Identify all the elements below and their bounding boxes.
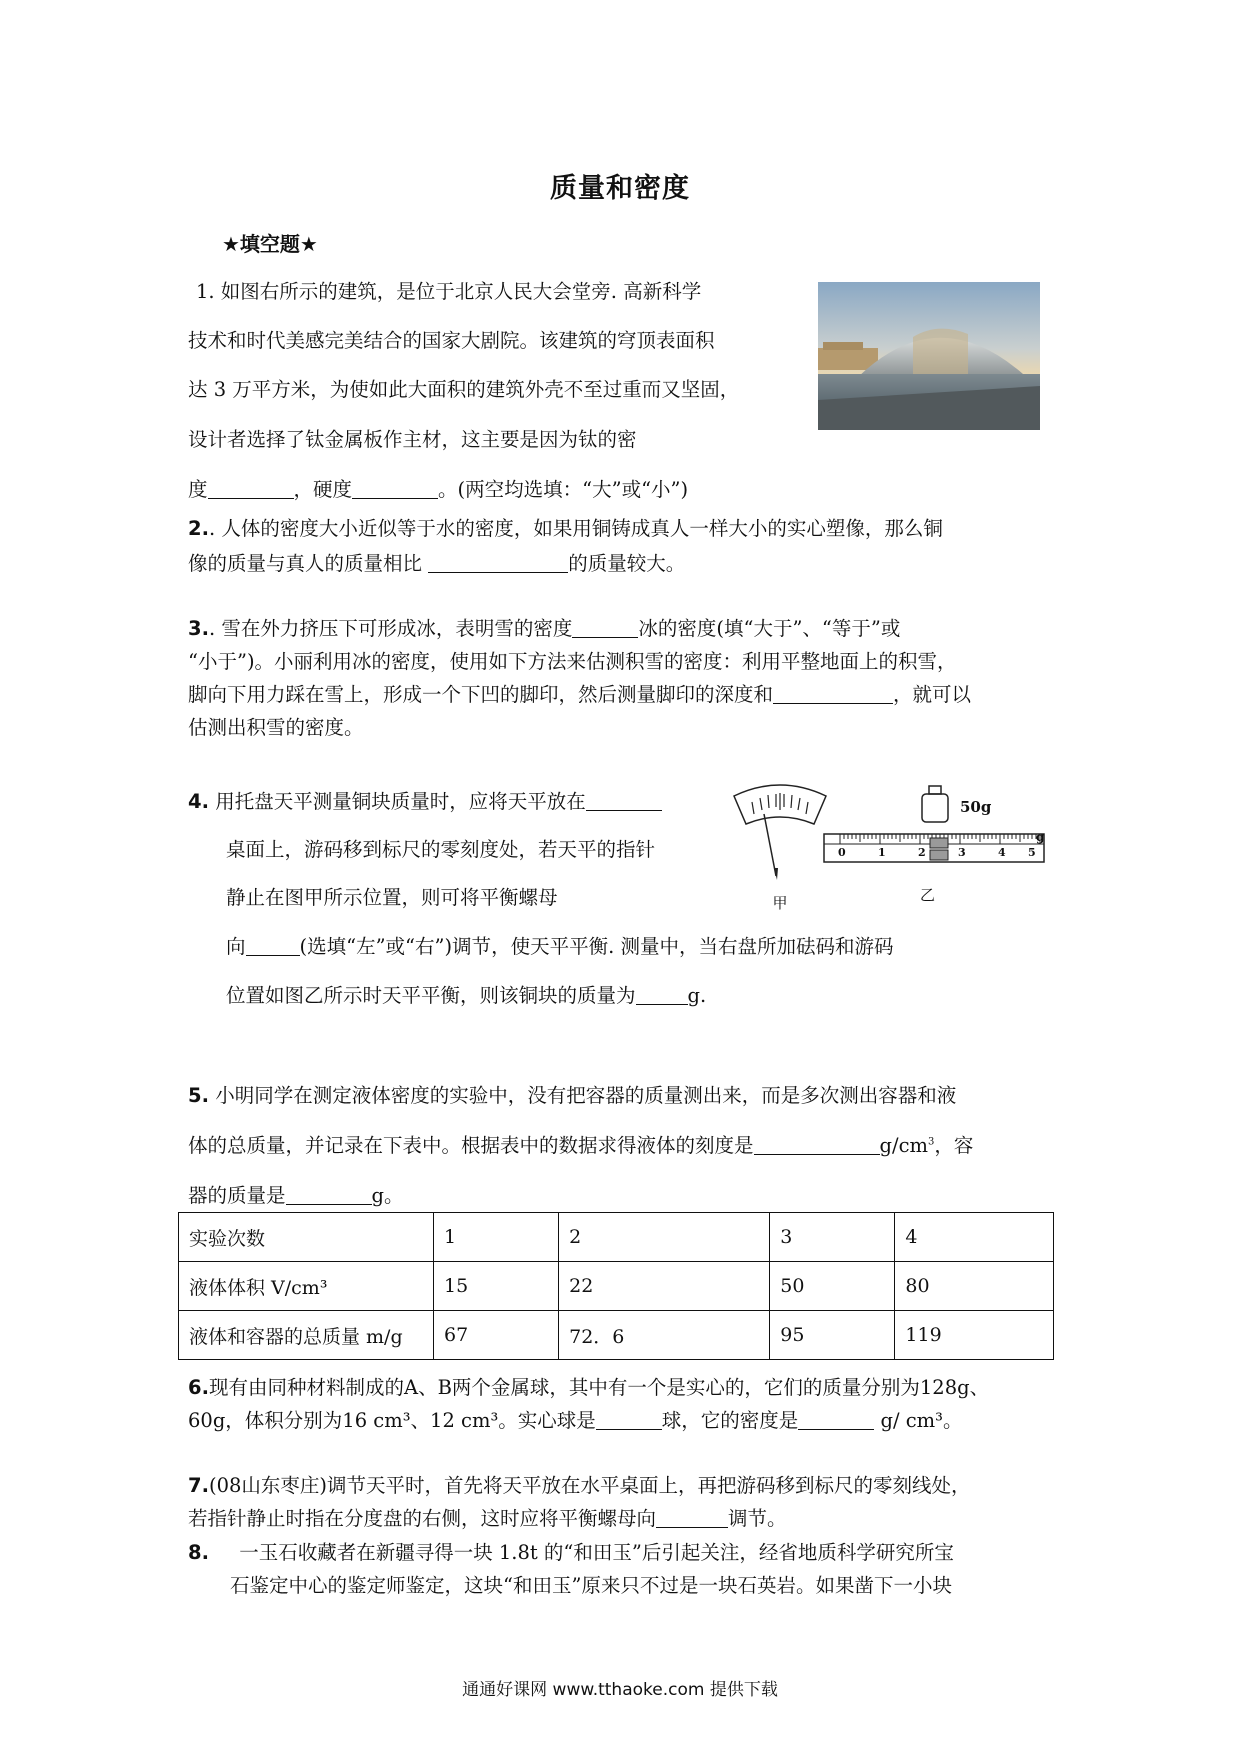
answer-blank[interactable] — [586, 791, 662, 812]
q4-text: 向 — [226, 935, 246, 958]
q1-line-4: 设计者选择了钛金属板作主材，这主要是因为钛的密 — [188, 428, 637, 451]
q4-line-3: 静止在图甲所示位置，则可将平衡螺母 — [226, 886, 558, 909]
weight-ruler-figure — [820, 784, 1050, 910]
answer-blank[interactable] — [428, 553, 568, 574]
q3-line-3 — [188, 679, 971, 707]
q7-text: 若指针静止时指在分度盘的右侧，这时应将平衡螺母向 — [188, 1507, 657, 1530]
answer-blank[interactable] — [754, 1135, 880, 1156]
ruler-tick-2: 2 — [918, 846, 926, 859]
q5-text: 小明同学在测定液体密度的实验中，没有把容器的质量测出来，而是多次测出容器和液 — [215, 1084, 957, 1107]
question-number: 3. — [188, 617, 209, 640]
table-row — [179, 1262, 1054, 1311]
q6-line-2 — [188, 1405, 962, 1433]
q2-line-2 — [188, 548, 685, 576]
q2-line-1 — [188, 513, 943, 541]
ruler-tick-1: 1 — [878, 846, 886, 859]
table-row — [179, 1311, 1054, 1360]
q4-text: (选填“左”或“右”)调节，使天平平衡. 测量中，当右盘所加砝码和游码 — [299, 935, 894, 958]
table-cell: 22 — [559, 1262, 770, 1311]
table-row — [179, 1213, 1054, 1262]
answer-blank[interactable] — [246, 936, 300, 957]
question-number: 2. — [188, 517, 209, 540]
answer-blank[interactable] — [352, 479, 438, 500]
ruler-tick-5: 5 — [1028, 846, 1036, 859]
q7-text: (08山东枣庄)调节天平时，首先将天平放在水平桌面上，再把游码移到标尺的零刻线处， — [208, 1474, 971, 1497]
answer-blank[interactable] — [636, 985, 688, 1006]
q8-line-2: 石鉴定中心的鉴定师鉴定，这块“和田玉”原来只不过是一块石英岩。如果凿下一小块 — [230, 1574, 952, 1597]
weight-icon — [918, 784, 954, 828]
data-table — [178, 1212, 1054, 1360]
q4-line-2: 桌面上，游码移到标尺的零刻度处，若天平的指针 — [226, 838, 656, 861]
table-cell: 95 — [770, 1311, 895, 1360]
q5-line-2: 体的总质量，并记录在下表中。根据表中的数据求得液体的刻度是 $g/cm^3$，容 — [188, 1134, 974, 1157]
balance-dial-figure — [730, 784, 830, 910]
ruler-tick-0: 0 — [838, 846, 846, 859]
answer-blank[interactable] — [286, 1185, 372, 1206]
q1-text: ，硬度 — [293, 478, 353, 501]
table-cell: 119 — [895, 1311, 1054, 1360]
table-cell: 实验次数 — [179, 1213, 434, 1262]
question-number: 6. — [188, 1376, 209, 1399]
q3-text: 脚向下用力踩在雪上，形成一个下凹的脚印，然后测量脚印的深度和 — [188, 683, 774, 706]
table-cell: 50 — [770, 1262, 895, 1311]
question-number: 4. — [188, 790, 209, 813]
ruler-tick-3: 3 — [958, 846, 966, 859]
figure-label-yi: 乙 — [920, 886, 936, 904]
q3-text: 冰的密度(填“大于”、“等于”或 — [638, 617, 901, 640]
q5-line-3 — [188, 1180, 404, 1208]
table-cell: 2 — [559, 1213, 770, 1262]
q8-text: 一玉石收藏者在新疆寻得一块 1.8t 的“和田玉”后引起关注，经省地质科学研究所宝 — [239, 1541, 954, 1564]
q7-text: 调节。 — [728, 1507, 787, 1530]
ruler-unit: g — [1036, 830, 1045, 844]
question-number: 7. — [188, 1474, 209, 1497]
q6-text: 60g，体积分别为16 cm³、12 cm³。实心球是 — [188, 1409, 596, 1432]
table-cell: 15 — [434, 1262, 559, 1311]
q6-text: 球，它的密度是 — [661, 1409, 799, 1432]
q4-text: 用托盘天平测量铜块质量时，应将天平放在 — [215, 790, 586, 813]
q1-text: 。(两空均选填：“大”或“小”) — [438, 478, 689, 501]
q7-line-2 — [188, 1503, 787, 1531]
q5-text: ，容 — [934, 1134, 974, 1157]
q5-text: 器的质量是 — [188, 1184, 286, 1207]
q4-text: g. — [687, 984, 707, 1007]
q1-line-2: 技术和时代美感完美结合的国家大剧院。该建筑的穹顶表面积 — [188, 329, 715, 352]
q2-text: 像的质量与真人的质量相比 — [188, 552, 429, 575]
q4-line-5 — [226, 980, 706, 1008]
slide-ruler — [820, 832, 1050, 868]
answer-blank[interactable] — [656, 1508, 728, 1529]
footer-text: 通通好课网 www.tthaoke.com 提供下载 — [462, 1680, 778, 1700]
answer-blank[interactable] — [596, 1410, 662, 1431]
q6-line-1 — [188, 1372, 989, 1400]
answer-blank[interactable] — [208, 479, 294, 500]
q4-text: 位置如图乙所示时天平平衡，则该铜块的质量为 — [226, 984, 636, 1007]
table-cell: 液体和容器的总质量 m/g — [179, 1311, 434, 1360]
weight-label: 50g — [960, 798, 992, 816]
q7-line-1 — [188, 1470, 971, 1498]
q5-text: g。 — [371, 1184, 404, 1207]
table-cell: 67 — [434, 1311, 559, 1360]
answer-blank[interactable] — [572, 618, 638, 639]
q5-unit: g/cm — [879, 1134, 928, 1157]
question-number: 8. — [188, 1541, 209, 1564]
table-cell: 液体体积 V/cm³ — [179, 1262, 434, 1311]
national-theater-photo — [818, 282, 1040, 430]
q6-text: 现有由同种材料制成的A、B两个金属球，其中有一个是实心的，它们的质量分别为128g、 — [208, 1376, 990, 1399]
answer-blank[interactable] — [798, 1410, 874, 1431]
q3-text: . 雪在外力挤压下可形成冰，表明雪的密度 — [208, 617, 573, 640]
table-cell: 72．6 — [559, 1311, 770, 1360]
page-title: 质量和密度 — [550, 173, 690, 204]
table-cell: 1 — [434, 1213, 559, 1262]
ruler-tick-4: 4 — [998, 846, 1006, 859]
answer-blank[interactable] — [773, 684, 893, 705]
q4-line-4 — [226, 931, 894, 959]
section-heading: ★填空题★ — [222, 232, 318, 256]
q3-line-2: “小于”)。小丽利用冰的密度，使用如下方法来估测积雪的密度：利用平整地面上的积雪， — [188, 650, 957, 673]
figure-label-jia: 甲 — [772, 894, 788, 912]
q2-text: 的质量较大。 — [568, 552, 686, 575]
q3-line-1 — [188, 613, 900, 641]
q1-line-3: 达 3 万平方米，为使如此大面积的建筑外壳不至过重而又坚固， — [188, 378, 740, 401]
q5-line-1 — [188, 1080, 956, 1108]
q6-text: g/ cm³。 — [874, 1409, 963, 1432]
q3-text: ，就可以 — [893, 683, 972, 706]
q4-line-1 — [188, 786, 662, 814]
table-cell: 4 — [895, 1213, 1054, 1262]
question-number: 5. — [188, 1084, 209, 1107]
q1-line-5 — [188, 474, 688, 502]
q1-text: 度 — [188, 478, 208, 501]
q2-text: . 人体的密度大小近似等于水的密度，如果用铜铸成真人一样大小的实心塑像，那么铜 — [208, 517, 943, 540]
table-cell: 80 — [895, 1262, 1054, 1311]
q1-line-1: 1. 如图右所示的建筑，是位于北京人民大会堂旁. 高新科学 — [196, 280, 702, 303]
q8-line-1 — [188, 1537, 954, 1565]
table-cell: 3 — [770, 1213, 895, 1262]
q5-text: 体的总质量，并记录在下表中。根据表中的数据求得液体的刻度是 — [188, 1134, 754, 1157]
q3-line-4: 估测出积雪的密度。 — [188, 716, 364, 739]
